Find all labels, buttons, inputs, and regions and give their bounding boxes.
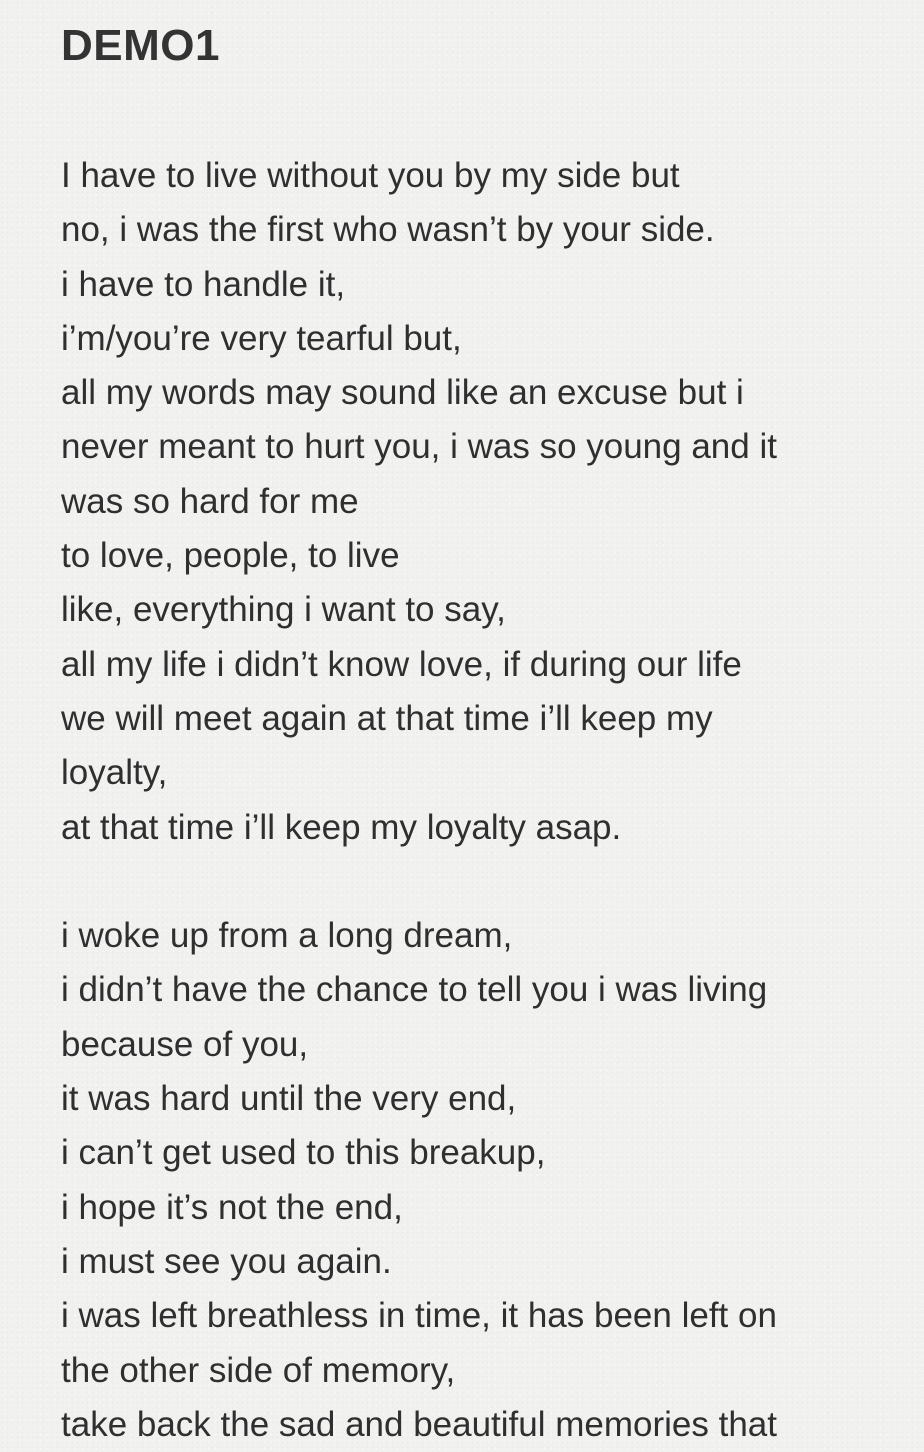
text-line: i didn’t have the chance to tell you i was living <box>61 970 768 1010</box>
text-line: at that time i’ll keep my loyalty asap. <box>61 807 622 847</box>
note-title: DEMO1 <box>61 21 220 70</box>
text-line: i hope it’s not the end, <box>61 1187 403 1227</box>
stanza-1 <box>61 149 884 855</box>
text-line: I have to live without you by my side but <box>61 156 680 195</box>
stanza-2 <box>61 909 884 1452</box>
text-line: i must see you again. <box>61 1241 392 1281</box>
text-line: it was hard until the very end, <box>61 1079 517 1119</box>
text-line: take back the sad and beautiful memories that <box>61 1404 777 1444</box>
text-line: because of you, <box>61 1024 309 1064</box>
text-line: like, everything i want to say, <box>61 590 506 630</box>
text-line: no, i was the first who wasn’t by your side. <box>61 210 715 250</box>
text-line: never meant to hurt you, i was so young and it <box>61 427 777 467</box>
text-line: was so hard for me <box>61 481 359 521</box>
text-line: i woke up from a long dream, <box>61 916 513 956</box>
text-line: i can’t get used to this breakup, <box>61 1133 546 1173</box>
text-line: we will meet again at that time i’ll keep my <box>61 698 713 738</box>
text-line: i was left breathless in time, it has been left on <box>61 1296 777 1336</box>
text-line: i have to handle it, <box>61 264 346 304</box>
text-line: to love, people, to live <box>61 536 400 576</box>
text-line: all my life i didn’t know love, if during our life <box>61 644 742 684</box>
note-body[interactable] <box>61 149 884 1452</box>
text-line: i’m/you’re very tearful but, <box>61 318 462 358</box>
text-line: all my words may sound like an excuse but i <box>61 373 744 413</box>
text-line: the other side of memory, <box>61 1350 456 1390</box>
text-line: loyalty, <box>61 753 168 793</box>
stanza-break <box>61 855 884 909</box>
